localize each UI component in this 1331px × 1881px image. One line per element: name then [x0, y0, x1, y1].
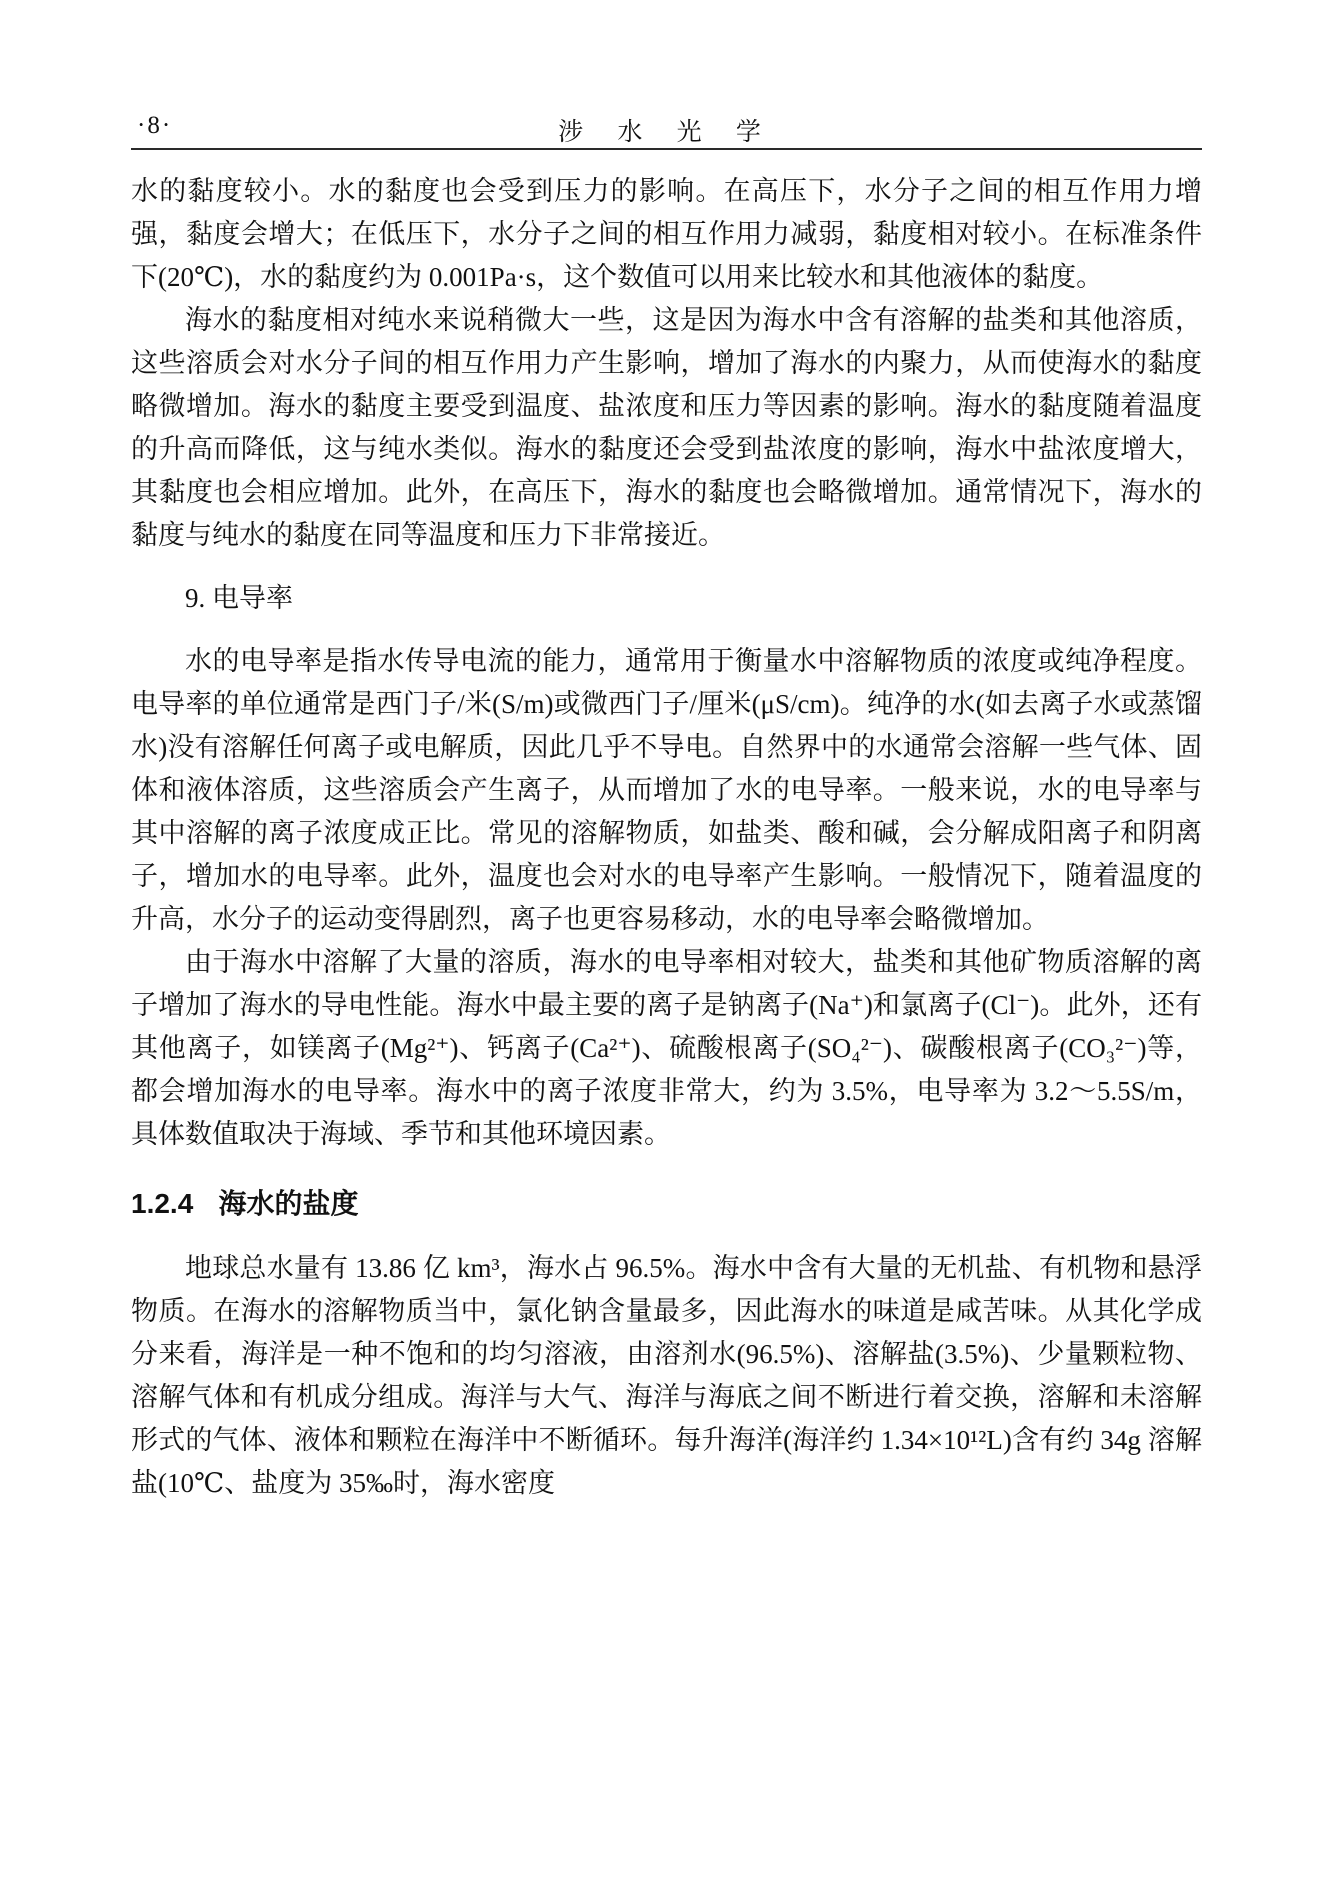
- page-header: [131, 110, 1202, 150]
- paragraph-salinity: 地球总水量有 13.86 亿 km³，海水占 96.5%。海水中含有大量的无机盐、有机物和悬浮物质。在海水的溶解物质当中，氯化钠含量最多，因此海水的味道是咸苦味。从其化学成分来看，海洋是一种不饱和的均匀溶液，由溶剂水(96.5%)、溶解盐(3.5%)、少量颗粒物、溶解气体和有机成分组成。海洋与大气、海洋与海底之间不断进行着交换，溶解和未溶解形式的气体、液体和颗粒在海洋中不断循环。每升海洋(海洋约 1.34×10¹²L)含有约 34g 溶解盐(10℃、盐度为 35‰时，海水密度: [131, 1253, 1202, 1498]
- section-title: 海水的盐度: [218, 1188, 359, 1219]
- page-number: ·8·: [137, 112, 173, 139]
- running-title: 涉 水 光 学: [558, 119, 775, 146]
- paragraph-seawater-viscosity: 海水的黏度相对纯水来说稍微大一些，这是因为海水中含有溶解的盐类和其他溶质，这些溶质会对水分子间的相互作用力产生影响，增加了海水的内聚力，从而使海水的黏度略微增加。海水的黏度主要受到温度、盐浓度和压力等因素的影响。海水的黏度随着温度的升高而降低，这与纯水类似。海水的黏度还会受到盐浓度的影响，海水中盐浓度增大，其黏度也会相应增加。此外，在高压下，海水的黏度也会略微增加。通常情况下，海水的黏度与纯水的黏度在同等温度和压力下非常接近。: [131, 305, 1202, 550]
- paragraph-viscosity-continued: 水的黏度较小。水的黏度也会受到压力的影响。在高压下，水分子之间的相互作用力增强，黏度会增大；在低压下，水分子之间的相互作用力减弱，黏度相对较小。在标准条件下(20℃)，水的黏度约为 0.001Pa·s，这个数值可以用来比较水和其他液体的黏度。: [131, 176, 1202, 292]
- paragraph-conductivity: 水的电导率是指水传导电流的能力，通常用于衡量水中溶解物质的浓度或纯净程度。电导率的单位通常是西门子/米(S/m)或微西门子/厘米(μS/cm)。纯净的水(如去离子水或蒸馏水)没有溶解任何离子或电解质，因此几乎不导电。自然界中的水通常会溶解一些气体、固体和液体溶质，这些溶质会产生离子，从而增加了水的电导率。一般来说，水的电导率与其中溶解的离子浓度成正比。常见的溶解物质，如盐类、酸和碱，会分解成阳离子和阴离子，增加水的电导率。此外，温度也会对水的电导率产生影响。一般情况下，随着温度的升高，水分子的运动变得剧烈，离子也更容易移动，水的电导率会略微增加。: [131, 646, 1202, 934]
- page-content: [131, 170, 1202, 1505]
- subheading-conductivity: 9. 电导率: [185, 583, 293, 613]
- paragraph-seawater-conductivity: 由于海水中溶解了大量的溶质，海水的电导率相对较大，盐类和其他矿物质溶解的离子增加了海水的导电性能。海水中最主要的离子是钠离子(Na⁺)和氯离子(Cl⁻)。此外，还有其他离子，如镁离子(Mg²⁺)、钙离子(Ca²⁺)、硫酸根离子(SO₄²⁻)、碳酸根离子(CO₃²⁻)等，都会增加海水的电导率。海水中的离子浓度非常大，约为 3.5%，电导率为 3.2～5.5S/m，具体数值取决于海域、季节和其他环境因素。: [131, 947, 1202, 1149]
- section-heading-salinity: [131, 1182, 1202, 1225]
- section-number: 1.2.4: [131, 1188, 194, 1219]
